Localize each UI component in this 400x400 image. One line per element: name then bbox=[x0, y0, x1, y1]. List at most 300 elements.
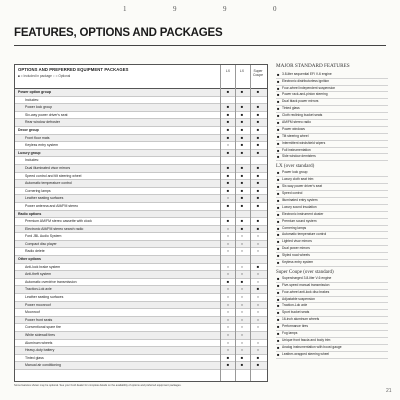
bullet-icon: ■ bbox=[277, 296, 280, 302]
row-label: Includes: bbox=[25, 97, 40, 102]
standard-features-heading: MAJOR STANDARD FEATURES bbox=[276, 63, 350, 69]
availability-mark: ○ bbox=[226, 294, 230, 300]
feature-text: Four-wheel independent suspension bbox=[282, 85, 336, 90]
row-label: Front floor mats bbox=[25, 135, 50, 140]
availability-mark: ■ bbox=[240, 225, 244, 231]
availability-mark: ■ bbox=[256, 195, 260, 201]
availability-mark: ○ bbox=[226, 225, 230, 231]
row-label: Aluminum wheels bbox=[25, 340, 53, 345]
feature-item bbox=[276, 324, 388, 331]
availability-mark: ○ bbox=[256, 233, 260, 239]
availability-mark: ○ bbox=[226, 286, 230, 292]
table-row bbox=[15, 264, 267, 272]
feature-item bbox=[276, 283, 388, 290]
options-table bbox=[14, 64, 268, 382]
bullet-icon: ■ bbox=[277, 140, 280, 146]
row-label: Leather seating surfaces bbox=[25, 295, 64, 300]
table-row bbox=[15, 104, 267, 112]
footnote: Some features shown may be optional. See your Ford dealer for complete details on the availability of options and preferred equipment packages. bbox=[14, 384, 182, 387]
availability-mark: ■ bbox=[256, 142, 260, 148]
feature-text: Six-way power driver's seat bbox=[282, 184, 323, 189]
row-label: Conventional spare tire bbox=[25, 325, 61, 330]
availability-mark: ○ bbox=[256, 278, 260, 284]
availability-mark: ■ bbox=[256, 218, 260, 224]
feature-section-heading: LX (over standard) bbox=[276, 164, 315, 170]
row-label: Heavy-duty battery bbox=[25, 348, 55, 353]
availability-mark: ○ bbox=[226, 347, 230, 353]
bullet-icon: ■ bbox=[277, 253, 280, 259]
table-title: OPTIONS AND PREFERRED EQUIPMENT PACKAGES bbox=[18, 67, 129, 72]
row-label: Six-way power driver's seat bbox=[25, 112, 68, 117]
availability-mark: ■ bbox=[256, 164, 260, 170]
feature-text: Fog lamps bbox=[282, 330, 298, 335]
row-label: White sidewall tires bbox=[25, 333, 55, 337]
availability-mark: ■ bbox=[240, 195, 244, 201]
bullet-icon: ■ bbox=[277, 92, 280, 98]
feature-text: Sport bucket seats bbox=[282, 310, 310, 315]
availability-mark: ■ bbox=[240, 202, 244, 208]
page-title: FEATURES, OPTIONS AND PACKAGES bbox=[14, 27, 223, 39]
table-row bbox=[15, 119, 267, 127]
table-row bbox=[15, 355, 267, 363]
column-header: LX bbox=[239, 69, 245, 73]
table-row bbox=[15, 279, 267, 287]
column-header: LX bbox=[225, 69, 231, 73]
bullet-icon: ■ bbox=[277, 282, 280, 288]
title-rule bbox=[14, 45, 386, 46]
availability-mark: ■ bbox=[240, 180, 244, 186]
bullet-icon: ■ bbox=[277, 113, 280, 119]
page-number: 21 bbox=[386, 388, 392, 394]
availability-mark: ○ bbox=[240, 240, 244, 246]
feature-text: Tinted glass bbox=[282, 106, 300, 111]
table-row bbox=[15, 135, 267, 143]
feature-text: Premium sound system bbox=[282, 218, 317, 223]
availability-mark: ○ bbox=[240, 309, 244, 315]
availability-mark: ○ bbox=[256, 316, 260, 322]
feature-item bbox=[276, 92, 388, 99]
bullet-icon: ■ bbox=[277, 330, 280, 336]
table-row bbox=[15, 195, 267, 203]
feature-item bbox=[276, 239, 388, 246]
bullet-icon: ■ bbox=[277, 324, 280, 330]
feature-text: Keyless entry system bbox=[282, 259, 314, 264]
feature-text: Lighted visor mirrors bbox=[282, 239, 312, 244]
feature-item bbox=[276, 177, 388, 184]
bullet-icon: ■ bbox=[277, 303, 280, 309]
feature-text: Adjustable suspension bbox=[282, 296, 315, 301]
availability-mark: ○ bbox=[256, 294, 260, 300]
feature-text: Illuminated entry system bbox=[282, 197, 318, 202]
row-label: Ford JBL Audio System bbox=[25, 234, 62, 239]
feature-text: Unique front fascia and body trim bbox=[282, 337, 331, 342]
bullet-icon: ■ bbox=[277, 259, 280, 265]
table-row bbox=[15, 218, 267, 226]
feature-text: Power windows bbox=[282, 126, 305, 131]
availability-mark: ■ bbox=[240, 126, 244, 132]
bullet-icon: ■ bbox=[277, 218, 280, 224]
row-label: Power antenna and AM/FM stereo bbox=[25, 203, 79, 208]
year-digit: 0 bbox=[273, 5, 277, 13]
feature-item bbox=[276, 127, 388, 134]
table-row bbox=[15, 226, 267, 234]
bullet-icon: ■ bbox=[277, 78, 280, 84]
availability-mark: ○ bbox=[226, 248, 230, 254]
row-label: Power moonroof bbox=[25, 302, 51, 307]
availability-mark: ○ bbox=[226, 324, 230, 330]
table-row bbox=[15, 317, 267, 325]
availability-mark: ■ bbox=[226, 218, 230, 224]
row-label: Leather seating surfaces bbox=[25, 196, 64, 201]
feature-item bbox=[276, 303, 388, 310]
availability-mark: ■ bbox=[240, 89, 244, 94]
feature-item bbox=[276, 148, 388, 155]
bullet-icon: ■ bbox=[277, 275, 280, 281]
availability-mark: ○ bbox=[240, 263, 244, 269]
availability-mark: ○ bbox=[240, 324, 244, 330]
row-label: Includes: bbox=[25, 158, 40, 163]
availability-mark: ○ bbox=[226, 316, 230, 322]
feature-item bbox=[276, 205, 388, 212]
availability-mark: ■ bbox=[256, 180, 260, 186]
availability-mark: ■ bbox=[240, 278, 244, 284]
bullet-icon: ■ bbox=[277, 204, 280, 210]
availability-mark: ○ bbox=[240, 271, 244, 277]
bullet-icon: ■ bbox=[277, 147, 280, 153]
availability-mark: ■ bbox=[226, 149, 230, 155]
feature-text: Analog instrumentation with boost gauge bbox=[282, 344, 342, 349]
table-row bbox=[15, 211, 267, 219]
availability-mark: ■ bbox=[256, 89, 260, 94]
availability-mark: ○ bbox=[226, 301, 230, 307]
availability-mark: ○ bbox=[256, 347, 260, 353]
bullet-icon: ■ bbox=[277, 133, 280, 139]
feature-item bbox=[276, 338, 388, 345]
row-label: Power front seats bbox=[25, 317, 53, 322]
feature-item bbox=[276, 170, 388, 177]
table-header bbox=[15, 65, 267, 89]
bullet-icon: ■ bbox=[277, 344, 280, 350]
row-label: Automatic overdrive transmission bbox=[25, 279, 77, 284]
feature-text: 3.8-liter sequential EFI V-6 engine bbox=[282, 71, 332, 76]
bullet-icon: ■ bbox=[277, 337, 280, 343]
column-header: Super Coupe bbox=[253, 69, 263, 77]
bullet-icon: ■ bbox=[277, 85, 280, 91]
table-row bbox=[15, 324, 267, 332]
table-row bbox=[15, 157, 267, 165]
bullet-icon: ■ bbox=[277, 239, 280, 245]
feature-text: Traction-Lok axle bbox=[282, 303, 308, 308]
year-digit: 1 bbox=[123, 5, 127, 13]
feature-item bbox=[276, 120, 388, 127]
feature-item bbox=[276, 184, 388, 191]
feature-item bbox=[276, 198, 388, 205]
table-row bbox=[15, 302, 267, 310]
bullet-icon: ■ bbox=[277, 154, 280, 160]
row-label: Power option group bbox=[18, 90, 52, 94]
feature-text: Power rack-and-pinion steering bbox=[282, 92, 328, 97]
availability-mark: ○ bbox=[226, 240, 230, 246]
feature-text: Cornering lamps bbox=[282, 225, 307, 230]
table-row bbox=[15, 271, 267, 279]
feature-text: Performance tires bbox=[282, 324, 309, 329]
availability-mark: ○ bbox=[240, 316, 244, 322]
availability-mark: ■ bbox=[240, 218, 244, 224]
availability-mark: ■ bbox=[256, 225, 260, 231]
table-row bbox=[15, 112, 267, 120]
standard-features-list bbox=[276, 72, 388, 359]
availability-mark: ■ bbox=[256, 111, 260, 117]
table-row bbox=[15, 165, 267, 173]
table-row bbox=[15, 241, 267, 249]
feature-text: Four-wheel anti-lock disc brakes bbox=[282, 289, 330, 294]
availability-mark: ■ bbox=[240, 164, 244, 170]
row-label: Tinted glass bbox=[25, 355, 44, 360]
availability-mark: ○ bbox=[226, 309, 230, 315]
bullet-icon: ■ bbox=[277, 191, 280, 197]
feature-item bbox=[276, 260, 388, 267]
bullet-icon: ■ bbox=[277, 211, 280, 217]
feature-item bbox=[276, 154, 388, 161]
availability-mark: ■ bbox=[226, 111, 230, 117]
feature-text: Automatic temperature control bbox=[282, 232, 327, 237]
row-label: Automatic temperature control bbox=[25, 181, 72, 186]
availability-mark: ○ bbox=[256, 324, 260, 330]
feature-item bbox=[276, 134, 388, 141]
bullet-icon: ■ bbox=[277, 177, 280, 183]
bullet-icon: ■ bbox=[277, 225, 280, 231]
availability-mark: ■ bbox=[226, 119, 230, 125]
feature-item bbox=[276, 113, 388, 120]
feature-text: Full instrumentation bbox=[282, 147, 311, 152]
availability-mark: ■ bbox=[226, 362, 230, 368]
availability-mark: ○ bbox=[240, 347, 244, 353]
table-row bbox=[15, 294, 267, 302]
bullet-icon: ■ bbox=[277, 289, 280, 295]
availability-mark: ■ bbox=[240, 104, 244, 110]
availability-mark: ■ bbox=[226, 187, 230, 193]
availability-mark: ■ bbox=[226, 134, 230, 140]
row-label: Moonroof bbox=[25, 310, 40, 315]
row-label: Premium AM/FM stereo cassette with clock bbox=[25, 219, 92, 224]
feature-text: Luxury cloth seat trim bbox=[282, 177, 314, 182]
table-row bbox=[15, 256, 267, 264]
bullet-icon: ■ bbox=[277, 99, 280, 105]
table-row bbox=[15, 233, 267, 241]
availability-mark: ■ bbox=[256, 187, 260, 193]
feature-item bbox=[276, 141, 388, 148]
feature-item bbox=[276, 290, 388, 297]
availability-mark: ○ bbox=[256, 271, 260, 277]
feature-item bbox=[276, 99, 388, 106]
table-row bbox=[15, 332, 267, 340]
row-label: Anti-lock brake system bbox=[25, 264, 61, 269]
feature-item bbox=[276, 331, 388, 338]
availability-mark: ■ bbox=[256, 172, 260, 178]
availability-mark: ■ bbox=[256, 119, 260, 125]
feature-item bbox=[276, 310, 388, 317]
availability-mark: ■ bbox=[240, 111, 244, 117]
feature-item bbox=[276, 226, 388, 233]
availability-mark: ○ bbox=[256, 339, 260, 345]
table-body bbox=[15, 89, 267, 370]
row-label: Cornering lamps bbox=[25, 188, 51, 193]
row-label: Luxury group bbox=[18, 150, 41, 155]
availability-mark: ■ bbox=[256, 362, 260, 368]
row-label: Decor group bbox=[18, 127, 39, 132]
row-label: Speed control and tilt steering wheel bbox=[25, 173, 82, 178]
feature-item bbox=[276, 276, 388, 283]
availability-mark: ○ bbox=[226, 263, 230, 269]
bullet-icon: ■ bbox=[277, 310, 280, 316]
feature-text: Leather-wrapped steering wheel bbox=[282, 351, 330, 356]
table-legend: ■ = Included in package ○ = Optional bbox=[18, 74, 71, 78]
year-digit: 9 bbox=[173, 5, 177, 13]
availability-mark: ■ bbox=[226, 202, 230, 208]
availability-mark: ○ bbox=[240, 301, 244, 307]
bullet-icon: ■ bbox=[277, 232, 280, 238]
table-row bbox=[15, 150, 267, 158]
availability-mark: ■ bbox=[226, 354, 230, 360]
bullet-icon: ■ bbox=[277, 351, 280, 357]
row-label: Radio options bbox=[18, 211, 42, 216]
availability-mark: ■ bbox=[256, 134, 260, 140]
feature-text: Supercharged 3.8-liter V-6 engine bbox=[282, 275, 332, 280]
availability-mark: ○ bbox=[240, 233, 244, 239]
availability-mark: ■ bbox=[256, 263, 260, 269]
bullet-icon: ■ bbox=[277, 106, 280, 112]
row-label: Other options bbox=[18, 257, 41, 262]
feature-item bbox=[276, 219, 388, 226]
feature-text: AM/FM stereo radio bbox=[282, 120, 311, 125]
bullet-icon: ■ bbox=[277, 184, 280, 190]
availability-mark: ■ bbox=[256, 354, 260, 360]
feature-item bbox=[276, 317, 388, 324]
availability-mark: ■ bbox=[240, 187, 244, 193]
availability-mark: ○ bbox=[240, 332, 244, 337]
column-divider bbox=[220, 65, 221, 381]
row-label: Electronic AM/FM stereo search radio bbox=[25, 226, 84, 231]
availability-mark: ○ bbox=[226, 195, 230, 201]
feature-text: Tilt steering wheel bbox=[282, 133, 309, 138]
availability-mark: ■ bbox=[240, 134, 244, 140]
availability-mark: ○ bbox=[256, 301, 260, 307]
row-label: Traction-Lok axle bbox=[25, 287, 52, 292]
row-label: Rear window defroster bbox=[25, 120, 61, 125]
row-label: Compact disc player bbox=[25, 241, 57, 246]
feature-text: Electronic distributorless ignition bbox=[282, 78, 330, 83]
availability-mark: ■ bbox=[256, 149, 260, 155]
feature-item bbox=[276, 253, 388, 260]
row-label: Power lock group bbox=[25, 105, 53, 110]
feature-item bbox=[276, 79, 388, 86]
bullet-icon: ■ bbox=[277, 246, 280, 252]
availability-mark: ■ bbox=[240, 354, 244, 360]
feature-item bbox=[276, 86, 388, 93]
row-label: Manual air conditioning bbox=[25, 363, 61, 368]
availability-mark: ■ bbox=[256, 126, 260, 132]
feature-text: Luxury sound insulation bbox=[282, 204, 317, 209]
feature-section-heading: Super Coupe (over standard) bbox=[276, 269, 334, 275]
availability-mark: ■ bbox=[226, 104, 230, 110]
availability-mark: ■ bbox=[240, 149, 244, 155]
table-row bbox=[15, 97, 267, 105]
table-row bbox=[15, 188, 267, 196]
feature-item bbox=[276, 352, 388, 359]
column-divider bbox=[235, 65, 236, 381]
availability-mark: ■ bbox=[226, 89, 230, 94]
availability-mark: ■ bbox=[240, 362, 244, 368]
table-row bbox=[15, 89, 267, 97]
feature-item bbox=[276, 297, 388, 304]
feature-text: Power lock group bbox=[282, 170, 308, 175]
feature-item bbox=[276, 106, 388, 113]
feature-text: Dual black power mirrors bbox=[282, 99, 319, 104]
table-row bbox=[15, 180, 267, 188]
availability-mark: ○ bbox=[240, 248, 244, 254]
feature-text: Five-speed manual transmission bbox=[282, 282, 330, 287]
availability-mark: ■ bbox=[226, 180, 230, 186]
table-row bbox=[15, 248, 267, 256]
availability-mark: ○ bbox=[240, 286, 244, 292]
bullet-icon: ■ bbox=[277, 197, 280, 203]
standard-features-panel bbox=[276, 64, 388, 382]
availability-mark: ○ bbox=[240, 339, 244, 345]
availability-mark: ■ bbox=[240, 119, 244, 125]
availability-mark: ○ bbox=[226, 271, 230, 277]
feature-item bbox=[276, 72, 388, 79]
feature-item bbox=[276, 345, 388, 352]
row-label: Radio delete bbox=[25, 249, 45, 254]
feature-text: Intermittent windshield wipers bbox=[282, 140, 326, 145]
bullet-icon: ■ bbox=[277, 126, 280, 132]
availability-mark: ○ bbox=[240, 294, 244, 300]
availability-mark: ■ bbox=[256, 202, 260, 208]
availability-mark: ■ bbox=[226, 164, 230, 170]
row-label: Dual illuminated visor mirrors bbox=[25, 165, 71, 170]
table-row bbox=[15, 203, 267, 211]
bullet-icon: ■ bbox=[277, 71, 280, 77]
table-row bbox=[15, 362, 267, 370]
row-label: Keyless entry system bbox=[25, 143, 59, 148]
table-row bbox=[15, 142, 267, 150]
feature-item bbox=[276, 232, 388, 239]
bullet-icon: ■ bbox=[277, 317, 280, 323]
feature-text: Dual power mirrors bbox=[282, 246, 310, 251]
row-label: Anti-theft system bbox=[25, 272, 52, 277]
availability-mark: ○ bbox=[226, 339, 230, 345]
table-row bbox=[15, 286, 267, 294]
feature-text: 16-inch aluminum wheels bbox=[282, 317, 320, 322]
table-row bbox=[15, 340, 267, 348]
availability-mark: ■ bbox=[240, 142, 244, 148]
table-row bbox=[15, 173, 267, 181]
availability-mark: ■ bbox=[226, 172, 230, 178]
table-row bbox=[15, 309, 267, 317]
availability-mark: ○ bbox=[226, 332, 230, 337]
availability-mark: ■ bbox=[256, 104, 260, 110]
table-row bbox=[15, 127, 267, 135]
year-digit: 9 bbox=[223, 5, 227, 13]
availability-mark: ■ bbox=[226, 126, 230, 132]
bullet-icon: ■ bbox=[277, 120, 280, 126]
bullet-icon: ■ bbox=[277, 170, 280, 176]
availability-mark: ○ bbox=[256, 248, 260, 254]
feature-text: Electronic instrument cluster bbox=[282, 211, 324, 216]
availability-mark: ○ bbox=[256, 240, 260, 246]
availability-mark: ■ bbox=[256, 286, 260, 292]
availability-mark: ■ bbox=[240, 172, 244, 178]
